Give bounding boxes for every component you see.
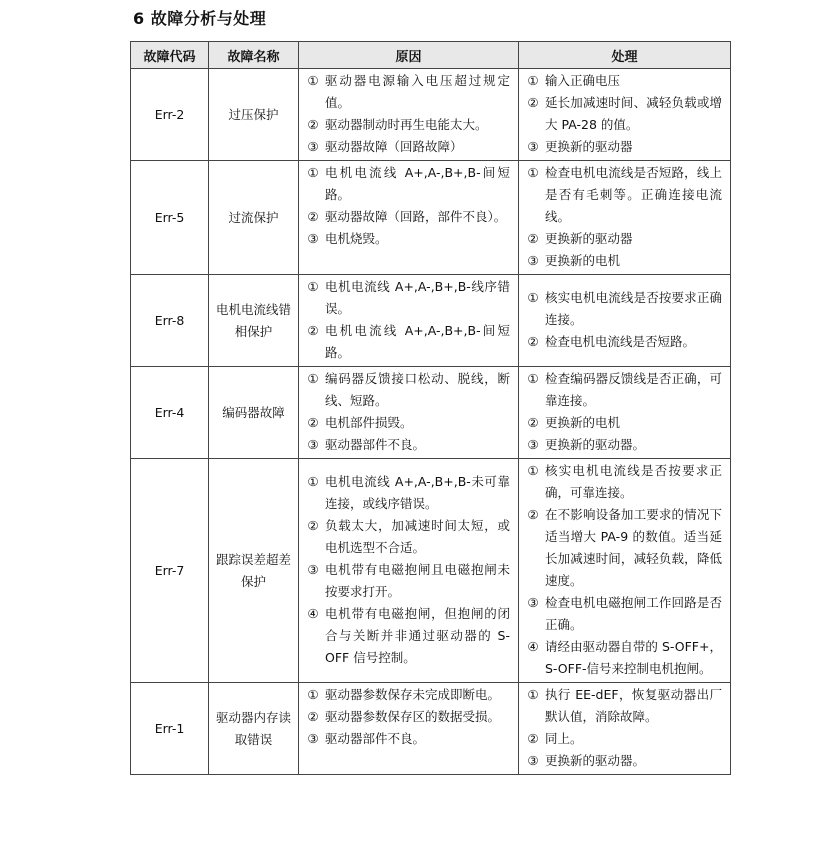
item-number: ① <box>527 687 539 702</box>
table-row <box>131 275 731 367</box>
item-number: ④ <box>527 639 539 654</box>
cause-cell <box>299 275 519 367</box>
action-item <box>521 684 728 728</box>
cause-item <box>301 114 516 136</box>
action-cell <box>519 275 731 367</box>
action-cell <box>519 367 731 459</box>
fault-code-cell: Err-7 <box>131 459 209 683</box>
action-text: 请经由驱动器自带的 S-OFF+，S-OFF-信号来控制电机抱闸。 <box>545 639 722 676</box>
cause-text: 电机烧毁。 <box>325 231 388 246</box>
action-item <box>521 412 728 434</box>
cause-cell <box>299 161 519 275</box>
action-item <box>521 636 728 680</box>
action-text: 更换新的电机 <box>545 415 621 430</box>
action-item <box>521 460 728 504</box>
action-text: 检查电机电流线是否短路。 <box>545 334 696 349</box>
item-number: ③ <box>307 731 319 746</box>
cause-item <box>301 320 516 364</box>
action-cell <box>519 683 731 775</box>
cause-item <box>301 603 516 669</box>
item-number: ③ <box>307 139 319 154</box>
item-number: ① <box>307 371 319 386</box>
header-cause: 原因 <box>299 42 519 69</box>
cause-text: 电机带有电磁抱闸，但抱闸的闭合与关断并非通过驱动器的 S-OFF 信号控制。 <box>325 606 510 665</box>
action-text: 检查电机电磁抱闸工作回路是否正确。 <box>545 595 722 632</box>
item-number: ① <box>527 463 539 478</box>
cause-item <box>301 434 516 456</box>
table-row <box>131 367 731 459</box>
item-number: ③ <box>527 139 539 154</box>
fault-name-cell: 过压保护 <box>209 69 299 161</box>
item-number: ① <box>527 73 539 88</box>
item-number: ① <box>527 290 539 305</box>
cause-item <box>301 206 516 228</box>
item-number: ③ <box>527 753 539 768</box>
fault-name-cell: 跟踪误差超差保护 <box>209 459 299 683</box>
cause-text: 电机带有电磁抱闸且电磁抱闸未按要求打开。 <box>325 562 510 599</box>
page-title: 6 故障分析与处理 <box>133 9 267 28</box>
table-row <box>131 459 731 683</box>
cause-item <box>301 276 516 320</box>
cause-item <box>301 471 516 515</box>
cause-text: 驱动器故障（回路故障） <box>325 139 463 154</box>
cause-item <box>301 728 516 750</box>
item-number: ③ <box>527 595 539 610</box>
action-item <box>521 228 728 250</box>
item-number: ② <box>307 415 319 430</box>
header-fault-name: 故障名称 <box>209 42 299 69</box>
action-text: 更换新的驱动器。 <box>545 437 646 452</box>
item-number: ② <box>307 209 319 224</box>
cause-text: 驱动器电源输入电压超过规定值。 <box>325 73 510 110</box>
action-text: 更换新的电机 <box>545 253 621 268</box>
action-text: 更换新的驱动器。 <box>545 753 646 768</box>
item-number: ② <box>307 323 319 338</box>
action-text: 同上。 <box>545 731 583 746</box>
cause-item <box>301 228 516 250</box>
action-text: 核实电机电流线是否按要求正确，可靠连接。 <box>545 463 722 500</box>
cause-cell <box>299 69 519 161</box>
action-item <box>521 92 728 136</box>
cause-cell <box>299 683 519 775</box>
header-fault-code: 故障代码 <box>131 42 209 69</box>
item-number: ② <box>527 231 539 246</box>
item-number: ① <box>527 371 539 386</box>
action-text: 延长加减速时间、减轻负载或增大 PA-28 的值。 <box>545 95 722 132</box>
action-item <box>521 728 728 750</box>
table-row <box>131 161 731 275</box>
fault-code-cell: Err-5 <box>131 161 209 275</box>
item-number: ② <box>527 334 539 349</box>
cause-text: 电机电流线 A+,A-,B+,B-间短路。 <box>325 165 510 202</box>
action-item <box>521 592 728 636</box>
fault-table <box>130 41 731 775</box>
item-number: ① <box>307 687 319 702</box>
item-number: ③ <box>307 437 319 452</box>
fault-code-cell: Err-2 <box>131 69 209 161</box>
fault-code-cell: Err-4 <box>131 367 209 459</box>
cause-item <box>301 515 516 559</box>
item-number: ② <box>527 415 539 430</box>
item-number: ② <box>527 95 539 110</box>
item-number: ④ <box>307 606 319 621</box>
cause-cell <box>299 459 519 683</box>
fault-name-cell: 过流保护 <box>209 161 299 275</box>
cause-text: 驱动器部件不良。 <box>325 437 426 452</box>
action-text: 更换新的驱动器 <box>545 231 633 246</box>
cause-text: 电机电流线 A+,A-,B+,B-未可靠连接，或线序错误。 <box>325 474 510 511</box>
cause-item <box>301 412 516 434</box>
cause-text: 驱动器参数保存未完成即断电。 <box>325 687 501 702</box>
item-number: ② <box>527 507 539 522</box>
cause-item <box>301 706 516 728</box>
action-text: 核实电机电流线是否按要求正确连接。 <box>545 290 722 327</box>
action-item <box>521 504 728 592</box>
cause-text: 编码器反馈接口松动、脱线，断线、短路。 <box>325 371 510 408</box>
action-item <box>521 250 728 272</box>
action-cell <box>519 459 731 683</box>
cause-text: 电机部件损毁。 <box>325 415 413 430</box>
fault-name-cell: 驱动器内存读取错误 <box>209 683 299 775</box>
cause-text: 驱动器部件不良。 <box>325 731 426 746</box>
action-item <box>521 434 728 456</box>
cause-item <box>301 368 516 412</box>
action-text: 输入正确电压 <box>545 73 621 88</box>
cause-item <box>301 162 516 206</box>
action-cell <box>519 161 731 275</box>
item-number: ② <box>307 117 319 132</box>
item-number: ② <box>307 518 319 533</box>
item-number: ③ <box>527 253 539 268</box>
item-number: ③ <box>307 231 319 246</box>
cause-item <box>301 684 516 706</box>
fault-name-cell: 编码器故障 <box>209 367 299 459</box>
action-item <box>521 368 728 412</box>
action-item <box>521 162 728 228</box>
cause-item <box>301 136 516 158</box>
item-number: ① <box>307 279 319 294</box>
item-number: ① <box>307 474 319 489</box>
action-item <box>521 136 728 158</box>
cause-text: 驱动器参数保存区的数据受损。 <box>325 709 501 724</box>
action-text: 执行 EE-dEF，恢复驱动器出厂默认值，消除故障。 <box>545 687 722 724</box>
item-number: ① <box>307 165 319 180</box>
cause-text: 电机电流线 A+,A-,B+,B-间短路。 <box>325 323 510 360</box>
header-action: 处理 <box>519 42 731 69</box>
table-header-row <box>131 42 731 69</box>
fault-code-cell: Err-1 <box>131 683 209 775</box>
action-text: 检查电机电流线是否短路，线上是否有毛刺等。正确连接电流线。 <box>545 165 722 224</box>
fault-code-cell: Err-8 <box>131 275 209 367</box>
cause-cell <box>299 367 519 459</box>
action-item <box>521 331 728 353</box>
item-number: ① <box>307 73 319 88</box>
item-number: ③ <box>527 437 539 452</box>
action-item <box>521 287 728 331</box>
fault-name-cell: 电机电流线错相保护 <box>209 275 299 367</box>
action-item <box>521 750 728 772</box>
action-item <box>521 70 728 92</box>
action-text: 在不影响设备加工要求的情况下适当增大 PA-9 的数值。适当延长加减速时间，减轻负载，降低速度。 <box>545 507 722 588</box>
item-number: ② <box>527 731 539 746</box>
item-number: ① <box>527 165 539 180</box>
cause-text: 电机电流线 A+,A-,B+,B-线序错误。 <box>325 279 510 316</box>
item-number: ③ <box>307 562 319 577</box>
item-number: ② <box>307 709 319 724</box>
action-text: 检查编码器反馈线是否正确，可靠连接。 <box>545 371 722 408</box>
cause-item <box>301 70 516 114</box>
cause-text: 驱动器制动时再生电能太大。 <box>325 117 488 132</box>
table-row <box>131 69 731 161</box>
cause-text: 负载太大，加减速时间太短，或电机选型不合适。 <box>325 518 510 555</box>
table-row <box>131 683 731 775</box>
action-text: 更换新的驱动器 <box>545 139 633 154</box>
cause-text: 驱动器故障（回路，部件不良）。 <box>325 209 507 224</box>
action-cell <box>519 69 731 161</box>
cause-item <box>301 559 516 603</box>
